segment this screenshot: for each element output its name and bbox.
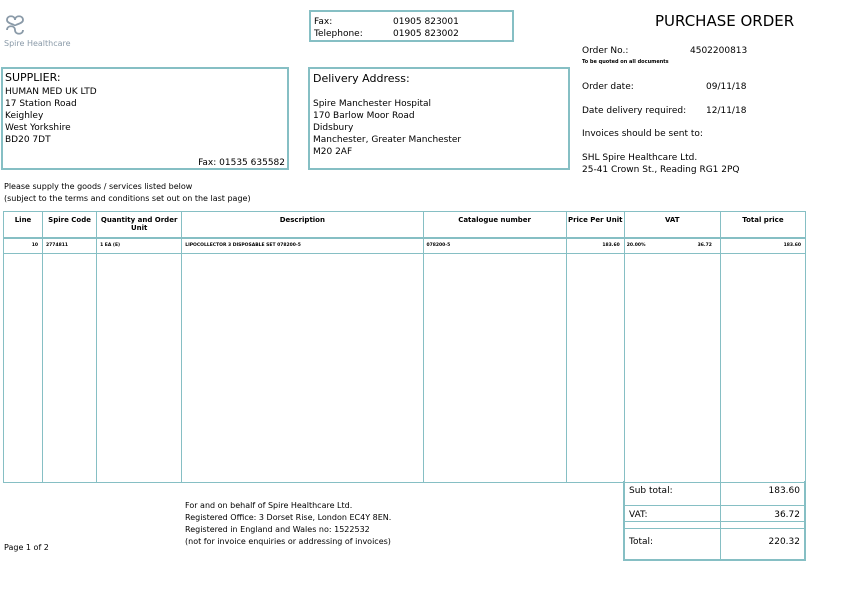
delivery-line: M20 2AF <box>313 147 353 157</box>
column-header: Price Per Unit <box>566 212 624 238</box>
supplier-line: BD20 7DT <box>5 135 51 145</box>
column-header: VAT <box>624 212 720 238</box>
cell-qty: 1 EA (E) <box>97 238 182 254</box>
footer-line1: For and on behalf of Spire Healthcare Ltd. <box>185 501 353 510</box>
quote-note: To be quoted on all documents <box>582 59 669 65</box>
supplier-heading: SUPPLIER: <box>5 71 61 84</box>
cell-line: 10 <box>4 238 43 254</box>
column-header: Catalogue number <box>423 212 566 238</box>
grand-total-label: Total: <box>629 537 654 547</box>
supplier-line: HUMAN MED UK LTD <box>5 87 97 97</box>
cell-description: LIPOCOLLECTOR 3 DISPOSABLE SET 078200-5 <box>182 238 423 254</box>
fax-label: Fax: <box>314 17 333 27</box>
fax-value: 01905 823001 <box>393 17 459 27</box>
invoice-address-line1: SHL Spire Healthcare Ltd. <box>582 153 698 163</box>
column-header: Description <box>182 212 423 238</box>
table-filler-row <box>4 253 806 483</box>
instructions-line1: Please supply the goods / services listed below <box>4 182 193 191</box>
items-table <box>3 211 806 483</box>
cell-code: 2774811 <box>43 238 97 254</box>
delivery-line: 170 Barlow Moor Road <box>313 111 415 121</box>
supplier-fax: Fax: 01535 635582 <box>198 158 285 168</box>
vat-amount: 36.72 <box>697 242 712 248</box>
supplier-line: Keighley <box>5 111 44 121</box>
column-header: Quantity and Order Unit <box>97 212 182 238</box>
footer-line2: Registered Office: 3 Dorset Rise, London EC4Y 8EN. <box>185 513 392 522</box>
grand-total-value: 220.32 <box>768 537 800 547</box>
supplier-box <box>1 67 289 170</box>
order-no-label: Order No.: <box>582 46 629 56</box>
telephone-value: 01905 823002 <box>393 29 459 39</box>
delivery-line: Didsbury <box>313 123 354 133</box>
cell-price: 183.60 <box>566 238 624 254</box>
logo-text: Spire Healthcare <box>4 39 71 48</box>
invoice-label: Invoices should be sent to: <box>582 129 703 139</box>
supplier-line: West Yorkshire <box>5 123 71 133</box>
footer-line3: Registered in England and Wales no: 1522532 <box>185 525 370 534</box>
footer-line4: (not for invoice enquiries or addressing of invoices) <box>185 537 391 546</box>
delivery-address-box <box>308 67 570 170</box>
supplier-line: 17 Station Road <box>5 99 77 109</box>
vat-rate: 20.00% <box>626 242 646 248</box>
table-row <box>4 238 806 254</box>
logo <box>4 14 84 50</box>
cell-total: 183.60 <box>720 238 805 254</box>
cell-catalogue: 078200-5 <box>423 238 566 254</box>
delivery-line: Spire Manchester Hospital <box>313 99 432 109</box>
page-number: Page 1 of 2 <box>4 543 49 552</box>
subtotal-value: 183.60 <box>768 486 800 496</box>
delivery-heading: Delivery Address: <box>313 72 410 85</box>
delivery-date-label: Date delivery required: <box>582 106 687 116</box>
column-header: Spire Code <box>43 212 97 238</box>
column-header: Line <box>4 212 43 238</box>
cell-vat <box>624 238 720 254</box>
invoice-address-line2: 25-41 Crown St., Reading RG1 2PQ <box>582 165 740 175</box>
vat-total-value: 36.72 <box>774 510 800 520</box>
table-header-row <box>4 212 806 238</box>
instructions-line2: (subject to the terms and conditions set out on the last page) <box>4 194 251 203</box>
delivery-line: Manchester, Greater Manchester <box>313 135 462 145</box>
order-no-value: 4502200813 <box>690 46 748 56</box>
subtotal-label: Sub total: <box>629 486 673 496</box>
order-date-label: Order date: <box>582 82 634 92</box>
totals-box <box>623 481 806 561</box>
telephone-label: Telephone: <box>314 29 363 39</box>
vat-total-label: VAT: <box>629 510 648 520</box>
delivery-date-value: 12/11/18 <box>706 106 747 116</box>
contact-box <box>309 10 514 42</box>
order-date-value: 09/11/18 <box>706 82 747 92</box>
spire-logo-icon <box>4 14 26 36</box>
document-title: PURCHASE ORDER <box>655 12 795 30</box>
column-header: Total price <box>720 212 805 238</box>
